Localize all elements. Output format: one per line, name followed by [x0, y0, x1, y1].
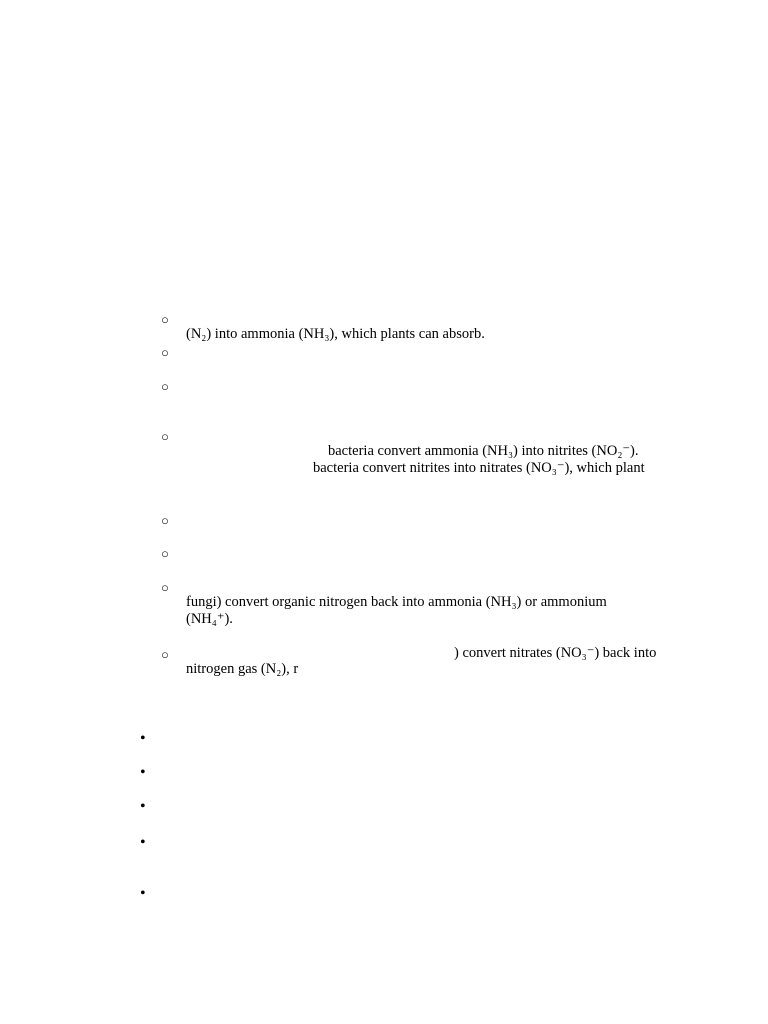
sub-item-1-line-1: (N₂) into ammonia (NH₃), which plants can absorb.	[186, 326, 485, 342]
hollow-bullet-icon: ○	[161, 379, 169, 394]
hollow-bullet-icon: ○	[161, 345, 169, 360]
hollow-bullet-icon: ○	[161, 580, 169, 595]
hollow-bullet-icon: ○	[161, 513, 169, 528]
sub-item-8-line-1: ) convert nitrates (NO₃⁻) back into	[454, 645, 657, 661]
solid-bullet-icon: •	[140, 764, 146, 781]
sub-item-8-line-2: nitrogen gas (N₂), r	[186, 661, 299, 677]
sub-item-7-line-2: (NH₄⁺).	[186, 611, 233, 627]
hollow-bullet-icon: ○	[161, 546, 169, 561]
solid-bullet-icon: •	[140, 798, 146, 815]
sub-item-4-line-2: bacteria convert nitrites into nitrates (NO₃⁻), which plant	[313, 460, 645, 476]
hollow-bullet-icon: ○	[161, 429, 169, 444]
solid-bullet-icon: •	[140, 885, 146, 902]
sub-item-7-line-1: fungi) convert organic nitrogen back into ammonia (NH₃) or ammonium	[186, 594, 607, 610]
hollow-bullet-icon: ○	[161, 647, 169, 662]
hollow-bullet-icon: ○	[161, 312, 169, 327]
solid-bullet-icon: •	[140, 730, 146, 747]
sub-item-4-line-1: bacteria convert ammonia (NH₃) into nitrites (NO₂⁻).	[328, 443, 639, 459]
solid-bullet-icon: •	[140, 834, 146, 851]
